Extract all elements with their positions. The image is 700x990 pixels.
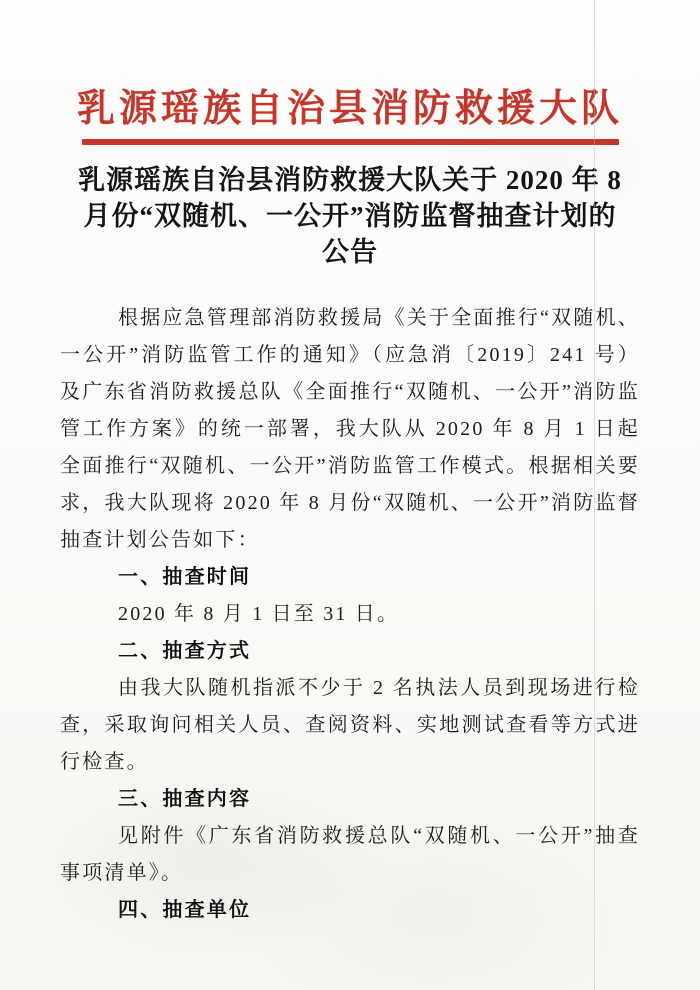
intro-paragraph: 根据应急管理部消防救援局《关于全面推行“双随机、一公开”消防监管工作的通知》（应急消〔2019〕241 号）及广东省消防救援总队《全面推行“双随机、一公开”消防监管工作方案》的统一部署，我大队从 2020 年 8 月 1 日起全面推行“双随机、一公开”消防监管工作模式。根据相关要求，我大队现将 2020 年 8 月份“双随机、一公开”消防监督抽查计划公告如下：	[60, 307, 640, 551]
document-body	[60, 300, 640, 929]
section-text-inspection-content: 见附件《广东省消防救援总队“双随机、一公开”抽查事项清单》。	[60, 825, 640, 884]
document-letterhead	[0, 0, 700, 145]
section-heading-inspection-units: 四、抽查单位	[118, 899, 252, 921]
section-text-inspection-method: 由我大队随机指派不少于 2 名执法人员到现场进行检查，采取询问相关人员、查阅资料、实地测试查看等方式进行检查。	[60, 677, 640, 773]
agency-name: 乳源瑶族自治县消防救援大队	[76, 88, 623, 130]
document-title: 乳源瑶族自治县消防救援大队关于 2020 年 8 月份“双随机、一公开”消防监督抽查计划的公告	[78, 165, 622, 267]
section-heading-inspection-method: 二、抽查方式	[118, 640, 252, 662]
letterhead-divider	[82, 139, 619, 145]
section-heading-inspection-content: 三、抽查内容	[118, 788, 252, 810]
section-text-inspection-time: 2020 年 8 月 1 日至 31 日。	[118, 603, 400, 625]
section-heading-inspection-time: 一、抽查时间	[118, 566, 252, 588]
